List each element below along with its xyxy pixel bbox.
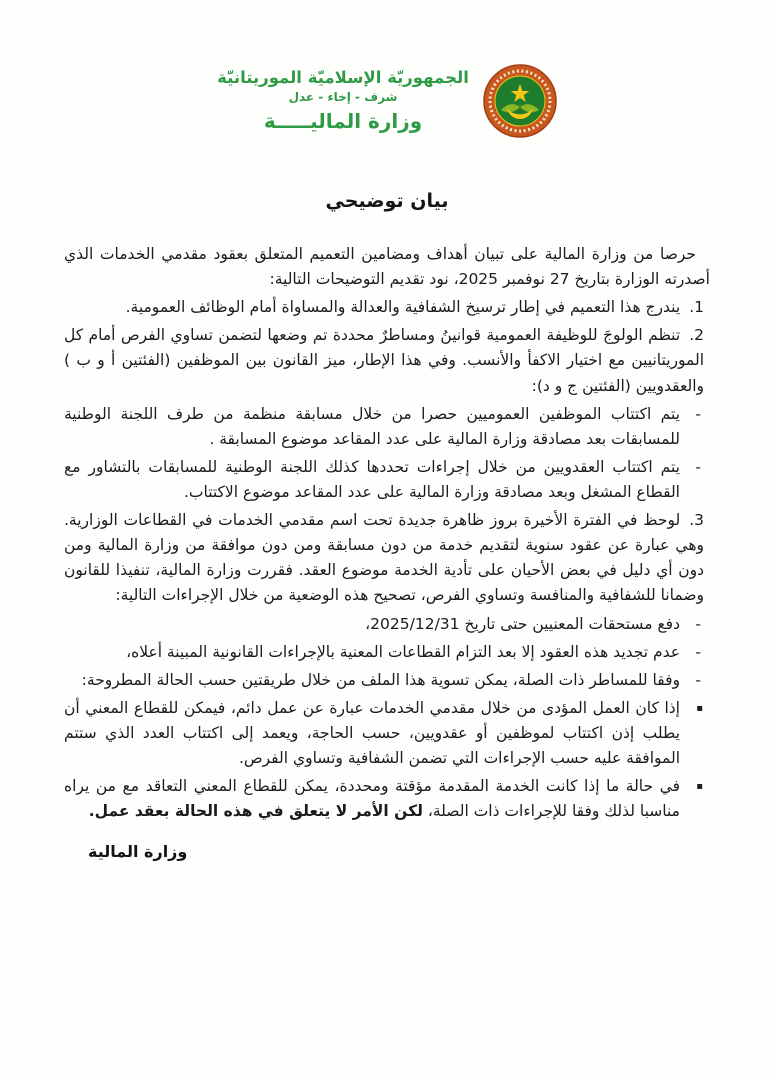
item-text: لوحظ في الفترة الأخيرة بروز ظاهرة جديدة تحت اسم مقدمي الخدمات في القطاعات الوزارية. وهي عبارة عن عقود سنوية لتقديم خدمة من دون مسابقة ومن دون موافقة من وزارة المالية ومن دون أي دليل في بعض الأحيان على تأدية الخدمة موضوع العقد. فقررت وزارة المالية، تنفيذا للقانون وضمانا للشفافية والمنافسة وتساوي الفرص، تصحيح هذه الوضعية من خلال الإجراءات التالية: bbox=[64, 511, 704, 605]
national-seal-icon bbox=[483, 64, 557, 138]
document-title: بيان توضيحي bbox=[325, 190, 449, 212]
numbered-item-3 bbox=[64, 508, 710, 608]
dash-marker: - bbox=[695, 614, 701, 633]
dash-item bbox=[64, 402, 710, 452]
bullet-item-text: إذا كان العمل المؤدى من خلال مقدمي الخدمات عبارة عن عمل دائم، فيمكن للقطاع المعني أن يطلب إذن اكتتاب لموظفين أو عقدويين، حسب الحاجة، ويعمد إلى اكتتاب العدد الذي ستتم الموافقة عليه حسب الإجراءات التي تضمن الشفافية وتساوي الفرص. bbox=[64, 698, 680, 768]
ministry-name: وزارة الماليـــــة bbox=[263, 109, 423, 134]
document-body bbox=[64, 242, 710, 824]
dash-item-text: دفع مستحقات المعنيين حتى تاريخ 2025/12/31، bbox=[365, 614, 680, 633]
item-text: يندرج هذا التعميم في إطار ترسيخ الشفافية والعدالة والمساواة أمام الوظائف العمومية. bbox=[125, 298, 681, 317]
letterhead bbox=[0, 64, 774, 138]
bullet-item-text-normal: في حالة ما إذا كانت الخدمة المقدمة مؤقتة ومحددة، يمكن للقطاع المعني التعاقد مع من يراه مناسبا لذلك وفقا للإجراءات ذات الصلة، bbox=[64, 777, 680, 821]
item-number: 2. bbox=[689, 326, 704, 345]
dash-item-text: يتم اكتتاب العقدويين من خلال إجراءات تحددها كذلك اللجنة الوطنية للمسابقات بالتشاور مع القطاع المشغل وبعد مصادقة وزارة المالية على عدد المقاعد موضوع الاكتتاب. bbox=[64, 457, 680, 501]
dash-item-text: عدم تجديد هذه العقود إلا بعد التزام القطاعات المعنية بالإجراءات القانونية المبينة أعلاه، bbox=[126, 642, 680, 661]
item-number: 3. bbox=[689, 511, 704, 530]
dash-marker: - bbox=[695, 404, 701, 423]
dash-marker: - bbox=[695, 670, 701, 689]
item-text: تنظم الولوجَ للوظيفة العمومية قوانينُ ومساطرٌ محددة تم وضعها لتضمن تساوي الفرص أمام كل الموريتانيين مع اختيار الاكفأ والأنسب. وفي هذا الإطار، ميز القانون بين الموظفين (الفئتين أ و ب ) والعقدويين (الفئتين ج و د): bbox=[64, 326, 704, 395]
dash-marker: - bbox=[695, 457, 701, 476]
bullet-item-text-bold: لكن الأمر لا يتعلق في هذه الحالة بعقد عمل. bbox=[88, 802, 423, 821]
intro-paragraph: حرصا من وزارة المالية على تبيان أهداف ومضامين التعميم المتعلق بعقود مقدمي الخدمات الذي أصدرته الوزارة بتاريخ 27 نوفمبر 2025، نود تقديم التوضيحات التالية: bbox=[64, 245, 710, 289]
bullet-item-text bbox=[64, 774, 680, 824]
numbered-item-1 bbox=[64, 295, 710, 320]
dash-item bbox=[64, 668, 710, 693]
bullet-item bbox=[64, 774, 710, 824]
dash-marker: - bbox=[695, 642, 701, 661]
square-bullet-marker: ▪ bbox=[696, 781, 703, 793]
letterhead-text bbox=[217, 68, 469, 135]
dash-item bbox=[64, 640, 710, 665]
national-motto: شرف - إخاء - عدل bbox=[288, 90, 398, 105]
square-bullet-marker: ▪ bbox=[696, 702, 703, 714]
numbered-item-2 bbox=[64, 323, 710, 398]
dash-item bbox=[64, 612, 710, 637]
item-number: 1. bbox=[689, 298, 704, 317]
republic-name: الجمهوريّة الإسلاميّة الموريتانيّة bbox=[217, 67, 469, 87]
signature: وزارة المالية bbox=[88, 842, 188, 862]
dash-item-text: وفقا للمساطر ذات الصلة، يمكن تسوية هذا الملف من خلال طريقتين حسب الحالة المطروحة: bbox=[81, 670, 680, 689]
dash-item bbox=[64, 455, 710, 505]
dash-item-text: يتم اكتتاب الموظفين العموميين حصرا من خلال مسابقة منظمة من طرف اللجنة الوطنية للمسابقات بعد مصادقة وزارة المالية على عدد المقاعد موضوع المسابقة . bbox=[64, 404, 680, 448]
bullet-item bbox=[64, 696, 710, 771]
